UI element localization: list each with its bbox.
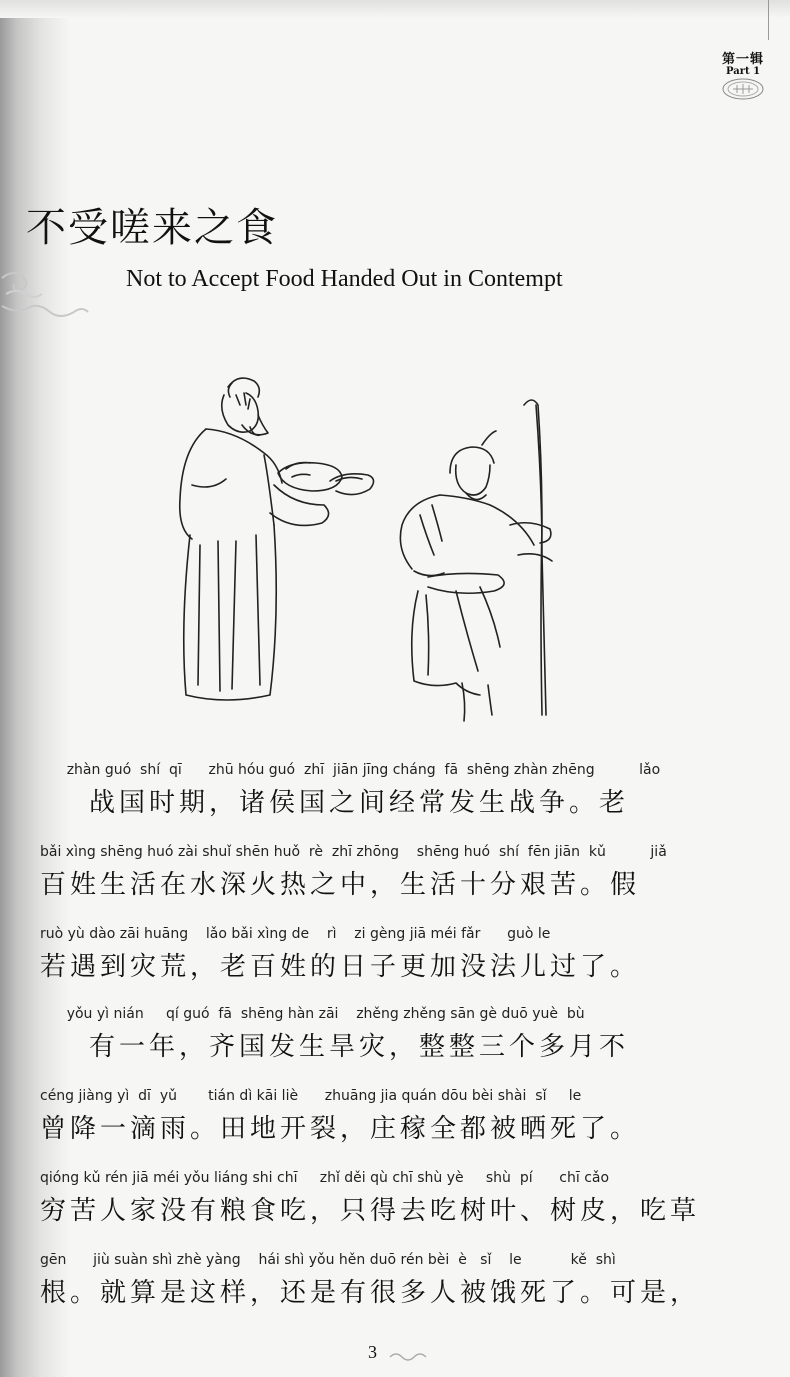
page-number: 3 xyxy=(368,1342,377,1362)
story-title-english: Not to Accept Food Handed Out in Contempt xyxy=(126,266,563,292)
cloud-decoration-icon xyxy=(0,258,90,328)
pinyin-line: gēn jiù suàn shì zhè yàng hái shì yǒu hěn duō rén bèi è sǐ le kě shì xyxy=(40,1252,616,1268)
hanzi-line: 根。就算是这样，还是有很多人被饿死了。可是， xyxy=(40,1278,701,1308)
pinyin-line: yǒu yì nián qí guó fā shēng hàn zāi zhěng zhěng sān gè duō yuè bù xyxy=(40,1006,585,1022)
hanzi-line: 有一年，齐国发生旱灾，整整三个多月不 xyxy=(40,1032,630,1062)
part-label-english: Part 1 xyxy=(725,66,761,77)
part-label-chinese: 第一辑 xyxy=(721,52,764,67)
pinyin-line: qióng kǔ rén jiā méi yǒu liáng shi chī zhǐ děi qù chī shù yè shù pí chī cǎo xyxy=(40,1170,610,1186)
margin-rule xyxy=(768,0,769,40)
top-shadow xyxy=(0,0,790,18)
page-flourish-icon xyxy=(388,1350,428,1364)
part-header xyxy=(708,48,778,100)
story-title-chinese: 不受嗟来之食 xyxy=(26,205,278,251)
hanzi-line: 曾降一滴雨。田地开裂，庄稼全都被晒死了。 xyxy=(40,1114,641,1144)
text-line xyxy=(40,1088,780,1168)
text-line xyxy=(40,1170,780,1250)
text-line xyxy=(40,844,780,924)
text-line xyxy=(40,1252,780,1332)
hanzi-line: 穷苦人家没有粮食吃，只得去吃树叶、树皮，吃草 xyxy=(40,1196,701,1226)
pinyin-line: bǎi xìng shēng huó zài shuǐ shēn huǒ rè zhī zhōng shēng huó shí fēn jiān kǔ jiǎ xyxy=(40,844,667,860)
pinyin-line: ruò yù dào zāi huāng lǎo bǎi xìng de rì zi gèng jiā méi fǎr guò le xyxy=(40,926,551,942)
text-line xyxy=(40,1006,780,1086)
pinyin-line: céng jiàng yì dī yǔ tián dì kāi liè zhuāng jia quán dōu bèi shài sǐ le xyxy=(40,1088,582,1104)
text-line xyxy=(40,926,780,1006)
story-illustration xyxy=(170,365,590,725)
hanzi-line: 百姓生活在水深火热之中，生活十分艰苦。假 xyxy=(40,870,641,900)
hanzi-line: 若遇到灾荒，老百姓的日子更加没法儿过了。 xyxy=(40,952,641,982)
part-emblem-icon xyxy=(721,78,765,100)
text-line xyxy=(40,762,780,842)
hanzi-line: 战国时期，诸侯国之间经常发生战争。老 xyxy=(40,788,630,818)
pinyin-line: zhàn guó shí qī zhū hóu guó zhī jiān jīng cháng fā shēng zhàn zhēng lǎo xyxy=(40,762,661,778)
